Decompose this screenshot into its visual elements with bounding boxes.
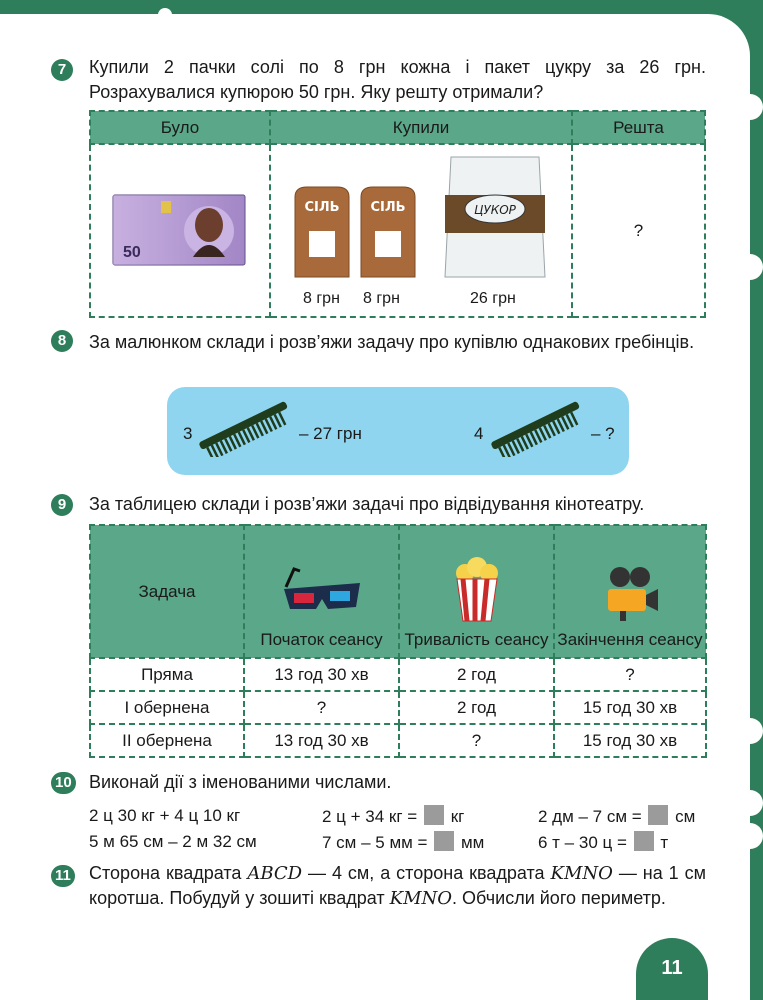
table-cell: 13 год 30 хв: [244, 724, 399, 757]
table-cell: 15 год 30 хв: [554, 691, 706, 724]
table-cell: 2 год: [399, 658, 554, 691]
comb-picture-box: [167, 387, 629, 475]
expression: 2 дм – 7 см = см: [538, 807, 696, 826]
expression: 7 см – 5 мм = мм: [322, 833, 485, 852]
banknote-icon: [91, 145, 269, 311]
table-cell: ?: [554, 658, 706, 691]
edge-tab: [733, 823, 763, 849]
answer-box[interactable]: [634, 831, 654, 851]
header-label: Початок сеансу: [260, 630, 383, 649]
sugar-bag-icon: [445, 157, 545, 277]
exercise-number: 7: [51, 59, 73, 81]
exercise-number: 8: [51, 330, 73, 352]
cinema-table: [89, 524, 707, 758]
table-row: [90, 658, 706, 691]
table-cell: 13 год 30 хв: [244, 658, 399, 691]
salt-label: СІЛЬ: [370, 200, 406, 215]
table-cell: ?: [244, 691, 399, 724]
exercise-8-text: За малюнком склади і розв’яжи задачу про купівлю однакових гребінців.: [89, 332, 695, 352]
comb-price: – ?: [591, 424, 615, 443]
exercise-9-text: За таблицею склади і розв’яжи задачі про відвідування кінотеатру.: [89, 494, 645, 514]
edge-tab: [733, 718, 763, 744]
groceries-illustration: [271, 149, 573, 284]
table-cell: 2 год: [399, 691, 554, 724]
header-label: Закінчення сеансу: [557, 630, 703, 649]
column-header-duration: [399, 525, 554, 658]
answer-box[interactable]: [648, 805, 668, 825]
edge-tab: [733, 254, 763, 280]
table-cell: ?: [399, 724, 554, 757]
salt-bag-icon: [295, 187, 349, 277]
column-header: Задача: [90, 525, 244, 658]
comb-count: 4: [474, 424, 484, 443]
answer-box[interactable]: [434, 831, 454, 851]
price-label: 26 грн: [470, 290, 516, 307]
exercise-number: 9: [51, 494, 73, 516]
salt-label: СІЛЬ: [304, 200, 340, 215]
column-header: Купили: [270, 111, 572, 144]
price-label: 8 грн: [303, 290, 340, 307]
exercise-10-text: Виконай дії з іменованими числами.: [89, 772, 392, 792]
table-row: [90, 691, 706, 724]
table-row: [90, 724, 706, 757]
price-label: 8 грн: [363, 290, 400, 307]
3d-glasses-icon: [280, 563, 364, 623]
banknote-value: 50: [123, 244, 141, 261]
edge-tab: [733, 790, 763, 816]
top-notch: [158, 8, 172, 22]
salt-bag-icon: [361, 187, 415, 277]
exercise-number: 11: [51, 865, 75, 887]
header-label: Тривалість сеансу: [404, 630, 549, 649]
comb-count: 3: [183, 424, 193, 443]
sugar-label: ЦУКОР: [474, 203, 516, 217]
table-cell: II обернена: [90, 724, 244, 757]
comb-icon: [195, 401, 295, 457]
column-header-end: [554, 525, 706, 658]
expression: 2 ц + 34 кг = кг: [322, 807, 465, 826]
table-cell: I обернена: [90, 691, 244, 724]
had-cell: [90, 144, 270, 317]
comb-price: – 27 грн: [299, 424, 362, 443]
table-cell: Пряма: [90, 658, 244, 691]
popcorn-icon: [447, 557, 507, 623]
exercise-7-text: Купили 2 пачки солі по 8 грн кожна і пакет цукру за 26 грн. Розрахувалися купюрою 50 грн. Яку решту отримали?: [89, 57, 706, 102]
exercise-11-text: Сторона квадрата ABCD — 4 см, а сторона квадрата KMNO — на 1 см коротша. Побудуй у зошиті квадрат KMNO. Обчисли його периметр.: [89, 863, 706, 909]
column-header: Решта: [572, 111, 705, 144]
expression: 5 м 65 см – 2 м 32 см: [89, 832, 257, 851]
answer-box[interactable]: [424, 805, 444, 825]
expression: 2 ц 30 кг + 4 ц 10 кг: [89, 806, 241, 825]
table-cell: 15 год 30 хв: [554, 724, 706, 757]
exercise-number: 10: [51, 772, 76, 794]
comb-icon: [487, 401, 587, 457]
film-camera-icon: [600, 563, 660, 623]
purchase-table: [89, 110, 706, 318]
page-number: 11: [636, 938, 708, 1000]
edge-tab: [733, 94, 763, 120]
change-cell: ?: [572, 144, 705, 317]
bought-cell: [270, 144, 572, 317]
expression: 6 т – 30 ц = т: [538, 833, 669, 852]
column-header: Було: [90, 111, 270, 144]
column-header-start: [244, 525, 399, 658]
